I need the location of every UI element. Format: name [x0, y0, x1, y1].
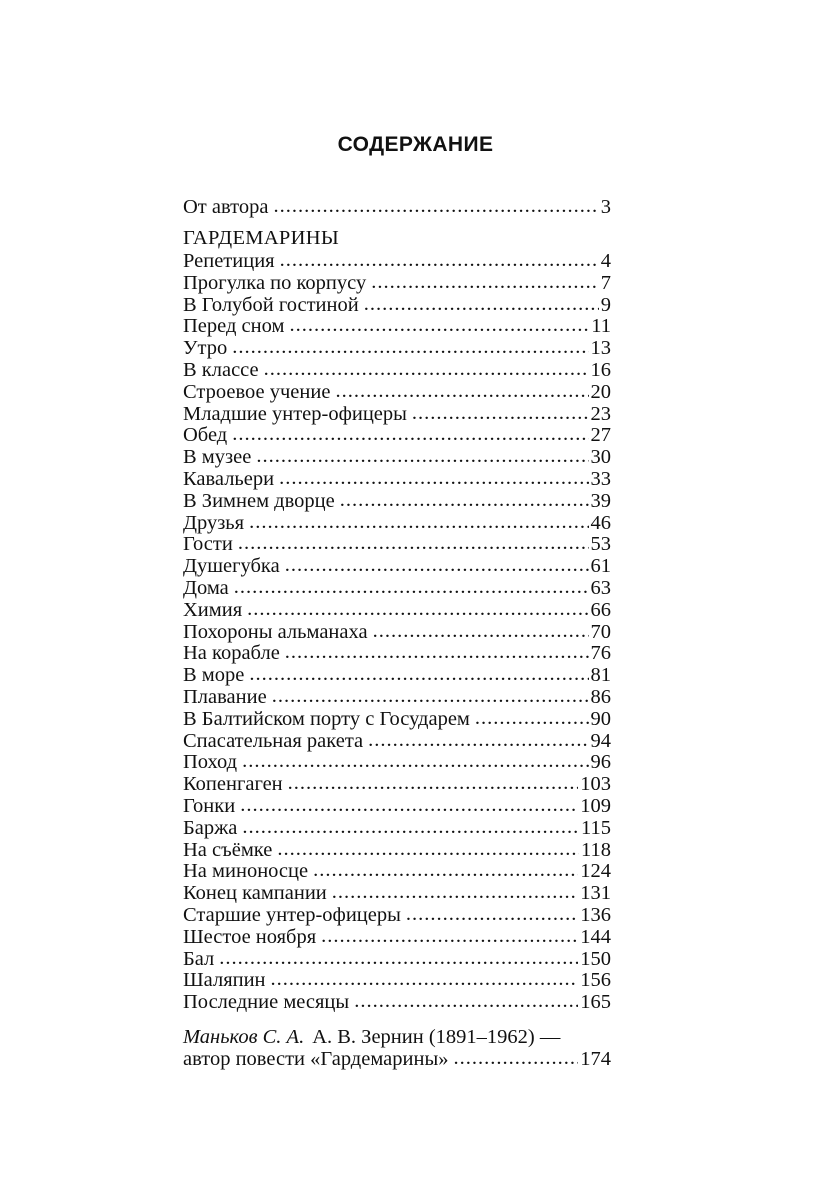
toc-entry-label: В Зимнем дворце: [183, 489, 335, 512]
toc-entry-page: 109: [580, 794, 611, 817]
toc-entry-label: От автора: [183, 196, 269, 218]
toc-entry-page: 70: [590, 620, 611, 643]
toc-entry-label: Последние месяцы: [183, 991, 350, 1014]
dot-leader: [240, 795, 578, 817]
toc-entry[interactable]: [183, 992, 611, 1014]
toc-entry-page: 90: [590, 707, 611, 730]
toc-entry-page: 63: [590, 576, 611, 599]
dot-leader: [238, 533, 589, 555]
dot-leader: [249, 512, 588, 534]
toc-entry-label: В море: [183, 664, 245, 687]
toc-entry-label: Душегубка: [183, 555, 280, 578]
toc-entry-page: 27: [590, 424, 611, 447]
toc-entry-page: 76: [590, 642, 611, 665]
dot-leader: [406, 904, 578, 926]
toc-entry[interactable]: [183, 447, 611, 469]
toc-entry-label: Прогулка по корпусу: [183, 271, 367, 294]
toc-entry-page: 103: [580, 773, 611, 796]
toc-entry-page: 53: [590, 533, 611, 556]
toc-entry-label: Спасательная ракета: [183, 729, 364, 752]
dot-leader: [247, 599, 588, 621]
dot-leader: [340, 490, 589, 512]
toc-entry[interactable]: [183, 469, 611, 491]
dot-leader: [354, 991, 578, 1013]
toc-entry-page: 66: [590, 598, 611, 621]
toc-entry-page: 20: [590, 380, 611, 403]
toc-entry-page: 23: [590, 402, 611, 425]
dot-leader: [264, 359, 589, 381]
toc-entry-page: 11: [591, 315, 611, 338]
toc-entry-label: Шестое ноября: [183, 925, 317, 948]
toc-entry-label: Гости: [183, 533, 233, 556]
dot-leader: [256, 446, 588, 468]
dot-leader: [373, 621, 589, 643]
dot-leader: [368, 730, 588, 752]
dot-leader: [279, 468, 588, 490]
toc-entry-page: 7: [600, 271, 611, 294]
dot-leader: [232, 424, 588, 446]
toc-entry-label: Плавание: [183, 685, 267, 708]
toc-entry-label: Кавальери: [183, 467, 275, 490]
toc-entry-page: 118: [581, 838, 611, 861]
toc-entry[interactable]: [183, 927, 611, 949]
dot-leader: [280, 250, 599, 272]
toc-entry-intro[interactable]: [183, 195, 611, 219]
dot-leader: [273, 194, 598, 218]
toc-entry-page: 136: [580, 903, 611, 926]
toc-entry-page: 46: [590, 511, 611, 534]
dot-leader: [277, 839, 579, 861]
dot-leader: [313, 860, 578, 882]
dot-leader: [271, 969, 579, 991]
toc-entry-label: В музее: [183, 446, 252, 469]
toc-entry[interactable]: [183, 905, 611, 927]
toc-entry-label: Дома: [183, 576, 229, 599]
toc-entry[interactable]: [183, 251, 611, 273]
appendix-title-line1: А. В. Зернин (1891–1962) —: [312, 1025, 561, 1048]
toc-entry-page: 96: [590, 751, 611, 774]
toc-entry-label: Перед сном: [183, 315, 285, 338]
toc-entry[interactable]: [183, 861, 611, 883]
dot-leader: [335, 381, 588, 403]
table-of-contents: [183, 195, 611, 1070]
toc-entry-page: 4: [600, 250, 611, 272]
toc-entry-page: 9: [600, 293, 611, 316]
toc-entry-label: На съёмке: [183, 838, 273, 861]
toc-entry-label: Химия: [183, 598, 243, 621]
toc-entry-label: Гонки: [183, 794, 236, 817]
toc-entry[interactable]: [183, 818, 611, 840]
dot-leader: [364, 294, 599, 316]
toc-entry-page: 174: [580, 1047, 611, 1070]
toc-entry[interactable]: [183, 295, 611, 317]
dot-leader: [453, 1047, 578, 1069]
chapter-list: [183, 251, 611, 1014]
toc-entry[interactable]: [183, 731, 611, 753]
toc-entry-page: 150: [580, 947, 611, 970]
toc-entry[interactable]: [183, 404, 611, 426]
toc-entry-page: 165: [580, 991, 611, 1014]
dot-leader: [285, 555, 589, 577]
toc-entry-label: Копенгаген: [183, 773, 283, 796]
toc-entry-page: 61: [590, 555, 611, 578]
toc-entry-page: 131: [580, 882, 611, 905]
toc-entry-label: Репетиция: [183, 250, 275, 272]
toc-entry[interactable]: [183, 643, 611, 665]
dot-leader: [289, 315, 589, 337]
toc-entry[interactable]: [183, 273, 611, 295]
page-title: СОДЕРЖАНИЕ: [337, 133, 494, 156]
toc-entry[interactable]: [183, 774, 611, 796]
section-heading: ГАРДЕМАРИНЫ: [183, 227, 340, 249]
toc-entry[interactable]: [183, 970, 611, 992]
toc-entry[interactable]: [183, 687, 611, 709]
dot-leader: [242, 817, 579, 839]
toc-entry-label: Поход: [183, 751, 238, 774]
toc-entry-label: В Голубой гостиной: [183, 293, 359, 316]
dot-leader: [285, 642, 589, 664]
toc-entry-page: 86: [590, 685, 611, 708]
dot-leader: [332, 882, 578, 904]
dot-leader: [234, 577, 589, 599]
toc-entry[interactable]: [183, 491, 611, 513]
toc-entry-page: 156: [580, 969, 611, 992]
toc-entry[interactable]: [183, 316, 611, 338]
dot-leader: [219, 948, 578, 970]
appendix-title-line2: автор повести «Гардемарины»: [183, 1047, 449, 1070]
toc-entry[interactable]: [183, 513, 611, 535]
toc-entry-label: Шаляпин: [183, 969, 266, 992]
toc-entry-page: 144: [580, 925, 611, 948]
toc-entry[interactable]: [183, 709, 611, 731]
toc-entry-label: На миноносце: [183, 860, 309, 883]
toc-entry[interactable]: [183, 600, 611, 622]
toc-entry[interactable]: [183, 534, 611, 556]
toc-entry-label: На корабле: [183, 642, 280, 665]
toc-entry[interactable]: [183, 752, 611, 774]
toc-entry[interactable]: [183, 883, 611, 905]
toc-entry-label: Обед: [183, 424, 228, 447]
toc-entry[interactable]: [183, 796, 611, 818]
toc-entry-label: Младшие унтер-офицеры: [183, 402, 407, 425]
toc-entry-page: 16: [590, 358, 611, 381]
toc-entry[interactable]: [183, 338, 611, 360]
dot-leader: [288, 773, 579, 795]
toc-entry-label: Друзья: [183, 511, 245, 534]
appendix-first-line: [183, 1026, 611, 1048]
toc-entry-page: 33: [590, 467, 611, 490]
toc-entry[interactable]: [183, 578, 611, 600]
dot-leader: [232, 337, 588, 359]
dot-leader: [321, 926, 578, 948]
toc-entry-appendix[interactable]: [183, 1026, 611, 1070]
toc-entry-page: 115: [581, 816, 611, 839]
toc-entry-label: Похороны альманаха: [183, 620, 368, 643]
toc-entry[interactable]: [183, 360, 611, 382]
toc-entry-label: Бал: [183, 947, 215, 970]
dot-leader: [371, 272, 599, 294]
toc-entry-label: Конец кампании: [183, 882, 327, 905]
toc-entry[interactable]: [183, 665, 611, 687]
appendix-author: Маньков С. А.: [183, 1025, 305, 1048]
toc-entry-page: 94: [590, 729, 611, 752]
appendix-second-line: [183, 1048, 611, 1070]
dot-leader: [272, 686, 589, 708]
toc-entry-label: Утро: [183, 337, 228, 360]
toc-entry-page: 13: [590, 337, 611, 360]
toc-entry-label: Строевое учение: [183, 380, 331, 403]
toc-entry[interactable]: [183, 425, 611, 447]
toc-entry-label: Старшие унтер-офицеры: [183, 903, 401, 926]
toc-entry[interactable]: [183, 949, 611, 971]
toc-entry-label: В Балтийском порту с Государем: [183, 707, 470, 730]
toc-entry[interactable]: [183, 840, 611, 862]
toc-entry[interactable]: [183, 382, 611, 404]
toc-entry-page: 39: [590, 489, 611, 512]
toc-entry-label: Баржа: [183, 816, 238, 839]
toc-entry-page: 124: [580, 860, 611, 883]
toc-entry-page: 3: [600, 196, 611, 218]
toc-entry[interactable]: [183, 622, 611, 644]
toc-entry[interactable]: [183, 556, 611, 578]
dot-leader: [249, 664, 588, 686]
toc-entry-label: В классе: [183, 358, 259, 381]
toc-entry-page: 81: [590, 664, 611, 687]
dot-leader: [412, 403, 589, 425]
dot-leader: [475, 708, 589, 730]
toc-entry-page: 30: [590, 446, 611, 469]
dot-leader: [242, 751, 588, 773]
